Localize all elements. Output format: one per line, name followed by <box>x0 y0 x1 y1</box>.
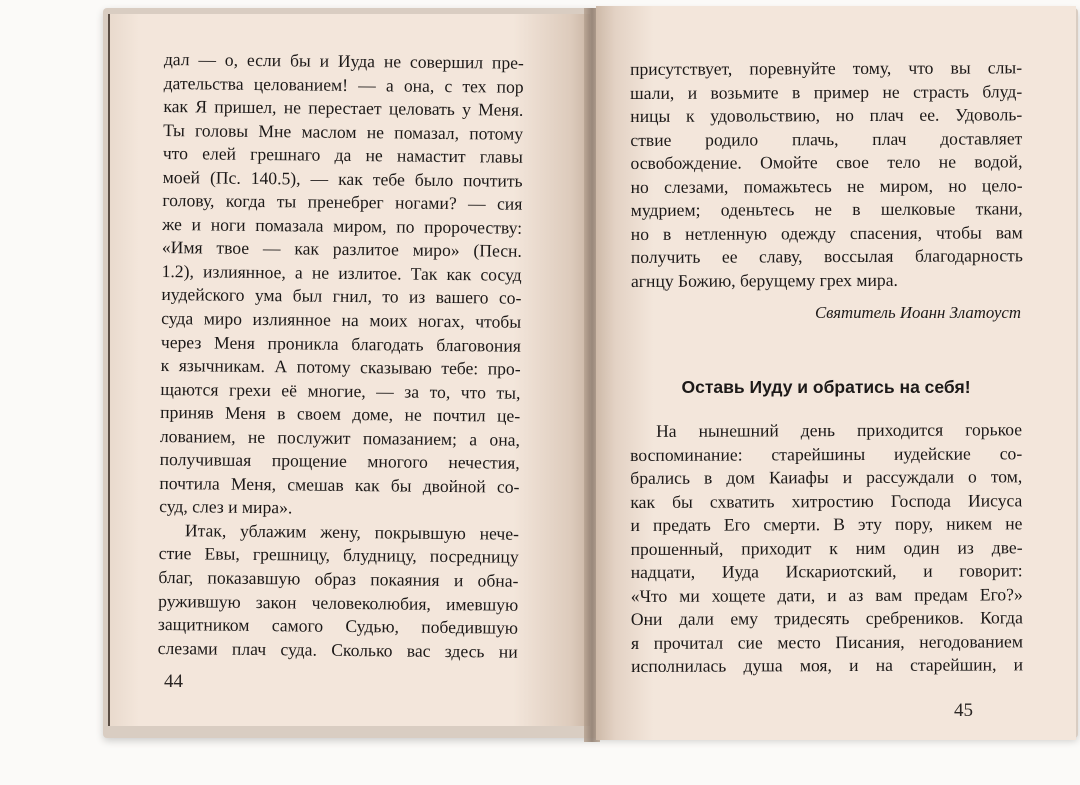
text-line: мудрием; оденьтесь не в шелковые ткани, <box>630 198 1023 221</box>
text-line: присутствует, поревнуйте тому, что вы слы- <box>630 57 1023 79</box>
text-line: и предать Его смерти. В эту пору, никем не <box>630 513 1023 536</box>
text-line: стие Евы, грешницу, блудницу, посредницу <box>158 543 519 568</box>
author-signature: Святитель Иоанн Златоуст <box>814 303 1021 322</box>
text-line: суд, слез и мира». <box>159 496 293 518</box>
text-line: лованием, не послужит помазанием; а она, <box>159 425 521 450</box>
left-page-text <box>158 48 524 664</box>
text-line: Ты головы Мне маслом не помазал, потому <box>163 119 524 144</box>
text-line: дательства целованием! — а она, с тех пор <box>163 72 524 97</box>
text-line: благ, показавшую образ покаяния и обна- <box>158 567 519 591</box>
text-line: голову, когда ты пренебрег ногами? — сия <box>162 190 523 215</box>
text-line: брались в дом Каиафы и рассуждали о том, <box>630 466 1023 489</box>
text-line: исполнилась душа моя, и на старейшин, и <box>631 654 1024 677</box>
text-line: защитником самого Судью, победившую <box>157 614 519 638</box>
text-line: почтила Меня, смешав как бы двойной со- <box>159 472 520 497</box>
text-line: но в нетленную одежду спасения, чтобы вам <box>630 222 1023 244</box>
text-line: моей (Пс. 140.5), — как тебе было почтить <box>162 166 523 191</box>
right-page-body-text <box>630 418 1023 679</box>
text-line: «Что ми хощете дати, и аз вам предам Его?» <box>630 584 1023 606</box>
text-line: Они дали ему тридесять сребреников. Когда <box>630 607 1023 630</box>
text-line: получившая прощение многого нечестия, <box>159 449 520 474</box>
text-line: ствие родило плачь, плач доставляет <box>630 127 1023 150</box>
page-number-left: 44 <box>164 671 183 692</box>
text-line: суда миро излиянное на моих ногах, чтобы <box>161 308 522 332</box>
text-line: щаются грехи её многие, — за то, что ты, <box>160 378 521 403</box>
text-line: я прочитал сие место Писания, негодованием <box>630 631 1024 653</box>
text-line: ницы к удовольствию, но плач ее. Удоволь- <box>630 104 1023 127</box>
text-line: Итак, ублажим жену, покрывшую нече- <box>184 520 520 544</box>
text-line: что елей грешнаго да не намастит главы <box>162 143 523 167</box>
text-line: иудейского ума был гнил, то из вашего со- <box>161 284 522 309</box>
right-page-top-text <box>630 56 1023 293</box>
text-line: как бы схватить хитростию Господа Иисуса <box>630 489 1023 512</box>
text-line: прошенный, приходит к ним один из две- <box>630 537 1023 559</box>
text-line: агнцу Божию, берущему грех мира. <box>630 269 898 291</box>
text-line: дал — о, если бы и Иуда не совершил пре- <box>163 48 524 73</box>
page-number-right: 45 <box>954 700 973 721</box>
text-line: шали, и возьмите в пример не страсть блуд- <box>630 80 1023 103</box>
text-line: ружившую закон человеколюбия, имевшую <box>158 590 519 615</box>
text-line: к язычникам. А потому сказываю тебе: про- <box>160 355 521 379</box>
text-line: но слезами, помажьтесь не миром, но цело- <box>630 175 1023 197</box>
text-line: же и ноги помазала миром, по пророчеству: <box>162 213 523 238</box>
text-line: надцати, Иуда Искариотский, и говорит: <box>630 560 1023 583</box>
text-line: через Меня проникла благодать благовония <box>160 331 522 356</box>
text-line: получить ее славу, воссылая благодарность <box>630 245 1023 268</box>
right-page <box>596 6 1076 740</box>
text-line: как Я пришел, не перестает целовать у Меня. <box>163 96 524 120</box>
section-heading: Оставь Иуду и обратись на себя! <box>681 377 971 397</box>
text-line: приняв Меня в своем доме, не почтил це- <box>160 402 521 426</box>
text-line: 1.2), излиянное, а не излитое. Так как сосуд <box>161 260 522 285</box>
text-line: слезами плач суда. Сколько вас здесь ни <box>157 637 518 662</box>
text-line: На нынешний день приходится горькое <box>656 419 1023 441</box>
text-line: освобождение. Омойте свое тело не водой, <box>630 151 1023 174</box>
text-line: воспоминание: старейшины иудейские со- <box>630 442 1023 465</box>
left-page <box>108 14 590 726</box>
text-line: «Имя твое — как разлитое миро» (Песн. <box>161 237 522 262</box>
